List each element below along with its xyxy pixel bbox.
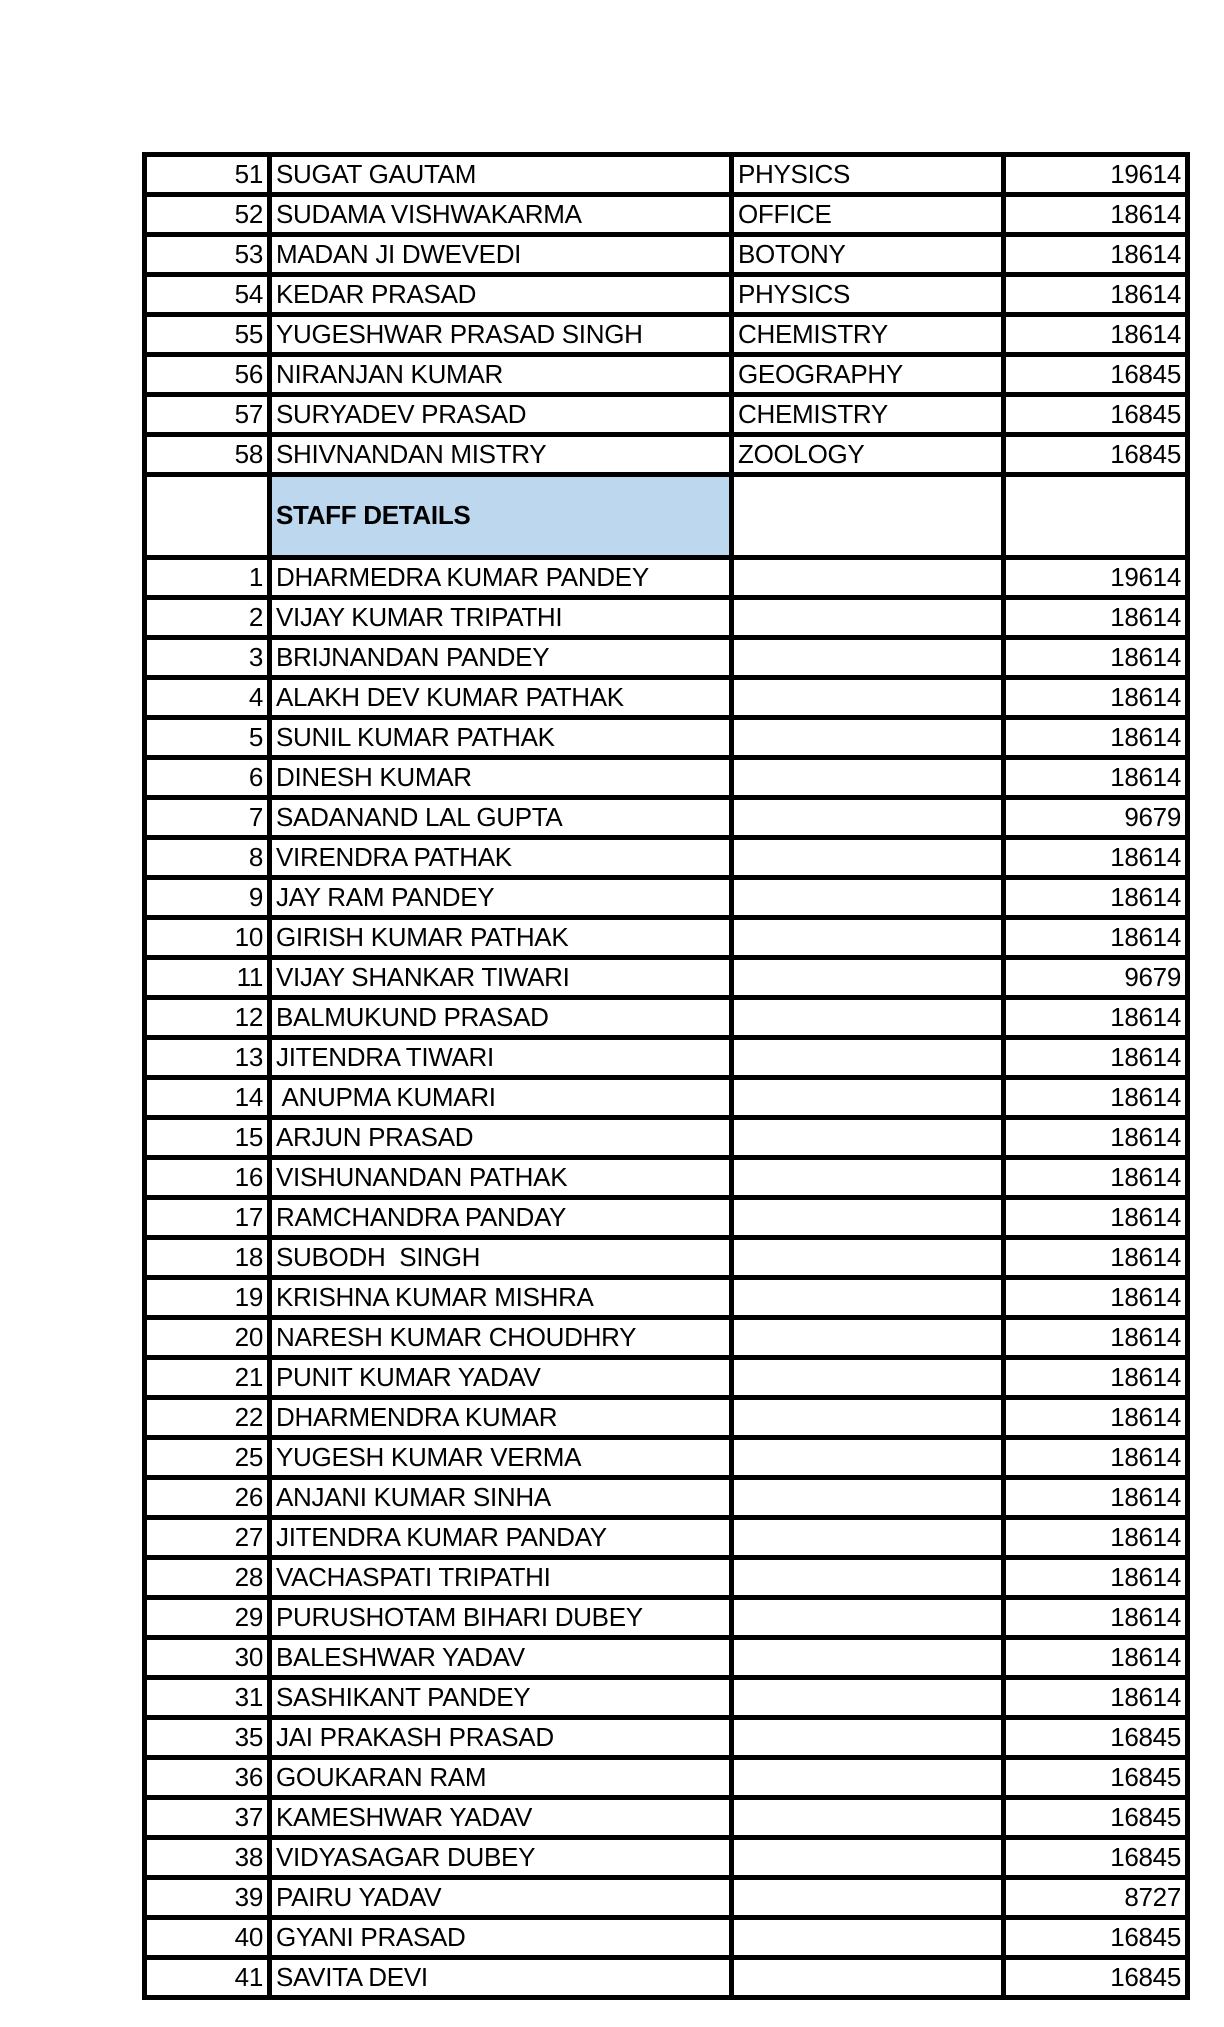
table-row bbox=[145, 1038, 1188, 1078]
name-cell: RAMCHANDRA PANDAY bbox=[270, 1198, 732, 1238]
table-row bbox=[145, 558, 1188, 598]
row-number-cell: 53 bbox=[145, 235, 270, 275]
table-row bbox=[145, 1678, 1188, 1718]
name-cell: NARESH KUMAR CHOUDHRY bbox=[270, 1318, 732, 1358]
name-cell: JITENDRA TIWARI bbox=[270, 1038, 732, 1078]
amount-cell: 16845 bbox=[1004, 1718, 1188, 1758]
name-cell: PAIRU YADAV bbox=[270, 1878, 732, 1918]
table-row bbox=[145, 1318, 1188, 1358]
name-cell: ARJUN PRASAD bbox=[270, 1118, 732, 1158]
name-cell: BALESHWAR YADAV bbox=[270, 1638, 732, 1678]
department-cell bbox=[732, 1038, 1004, 1078]
amount-cell: 16845 bbox=[1004, 1958, 1188, 1998]
row-number-cell: 28 bbox=[145, 1558, 270, 1598]
amount-cell: 9679 bbox=[1004, 958, 1188, 998]
department-cell: CHEMISTRY bbox=[732, 315, 1004, 355]
amount-cell: 18614 bbox=[1004, 1198, 1188, 1238]
department-cell bbox=[732, 838, 1004, 878]
table-row bbox=[145, 798, 1188, 838]
row-number-cell: 8 bbox=[145, 838, 270, 878]
amount-cell: 18614 bbox=[1004, 878, 1188, 918]
name-cell: NIRANJAN KUMAR bbox=[270, 355, 732, 395]
department-cell: PHYSICS bbox=[732, 155, 1004, 195]
department-cell bbox=[732, 638, 1004, 678]
table-row bbox=[145, 918, 1188, 958]
staff-table bbox=[142, 152, 1190, 2000]
department-cell bbox=[732, 1558, 1004, 1598]
department-cell bbox=[732, 598, 1004, 638]
name-cell: KRISHNA KUMAR MISHRA bbox=[270, 1278, 732, 1318]
row-number-cell: 38 bbox=[145, 1838, 270, 1878]
amount-cell: 18614 bbox=[1004, 1118, 1188, 1158]
name-cell: VIDYASAGAR DUBEY bbox=[270, 1838, 732, 1878]
name-cell: SURYADEV PRASAD bbox=[270, 395, 732, 435]
row-number-cell: 9 bbox=[145, 878, 270, 918]
table-row bbox=[145, 598, 1188, 638]
row-number-cell: 55 bbox=[145, 315, 270, 355]
department-cell bbox=[732, 1598, 1004, 1638]
table-row bbox=[145, 395, 1188, 435]
amount-cell: 18614 bbox=[1004, 235, 1188, 275]
department-cell bbox=[732, 1198, 1004, 1238]
row-number-cell: 52 bbox=[145, 195, 270, 235]
amount-cell: 18614 bbox=[1004, 1518, 1188, 1558]
row-number-cell: 58 bbox=[145, 435, 270, 475]
amount-cell: 16845 bbox=[1004, 395, 1188, 435]
table-row bbox=[145, 838, 1188, 878]
amount-cell: 16845 bbox=[1004, 435, 1188, 475]
row-number-cell: 39 bbox=[145, 1878, 270, 1918]
department-cell bbox=[732, 1438, 1004, 1478]
row-number-cell: 4 bbox=[145, 678, 270, 718]
amount-cell: 16845 bbox=[1004, 355, 1188, 395]
table-row bbox=[145, 1958, 1188, 1998]
department-cell bbox=[732, 1278, 1004, 1318]
amount-cell: 18614 bbox=[1004, 838, 1188, 878]
department-cell: CHEMISTRY bbox=[732, 395, 1004, 435]
table-row bbox=[145, 1878, 1188, 1918]
department-cell: ZOOLOGY bbox=[732, 435, 1004, 475]
department-cell: OFFICE bbox=[732, 195, 1004, 235]
table-row bbox=[145, 1558, 1188, 1598]
department-cell bbox=[732, 1838, 1004, 1878]
amount-cell: 18614 bbox=[1004, 918, 1188, 958]
table-row bbox=[145, 678, 1188, 718]
table-row bbox=[145, 1158, 1188, 1198]
row-number-cell: 22 bbox=[145, 1398, 270, 1438]
amount-cell: 16845 bbox=[1004, 1918, 1188, 1958]
row-number-cell: 35 bbox=[145, 1718, 270, 1758]
row-number-cell: 12 bbox=[145, 998, 270, 1038]
department-cell bbox=[732, 1638, 1004, 1678]
amount-cell: 18614 bbox=[1004, 1558, 1188, 1598]
row-number-cell: 30 bbox=[145, 1638, 270, 1678]
department-cell bbox=[732, 1158, 1004, 1198]
department-cell bbox=[732, 918, 1004, 958]
table-row bbox=[145, 1838, 1188, 1878]
row-number-cell: 41 bbox=[145, 1958, 270, 1998]
name-cell: GOUKARAN RAM bbox=[270, 1758, 732, 1798]
amount-cell: 18614 bbox=[1004, 1238, 1188, 1278]
amount-cell: 18614 bbox=[1004, 1438, 1188, 1478]
department-cell bbox=[732, 758, 1004, 798]
table-row bbox=[145, 235, 1188, 275]
department-cell bbox=[732, 1118, 1004, 1158]
table-row bbox=[145, 1198, 1188, 1238]
department-cell bbox=[732, 1718, 1004, 1758]
row-number-cell: 29 bbox=[145, 1598, 270, 1638]
department-cell bbox=[732, 798, 1004, 838]
name-cell: DHARMENDRA KUMAR bbox=[270, 1398, 732, 1438]
department-cell bbox=[732, 1318, 1004, 1358]
amount-cell: 18614 bbox=[1004, 718, 1188, 758]
amount-cell: 18614 bbox=[1004, 1078, 1188, 1118]
amount-cell: 18614 bbox=[1004, 1318, 1188, 1358]
department-cell: GEOGRAPHY bbox=[732, 355, 1004, 395]
row-number-cell: 27 bbox=[145, 1518, 270, 1558]
department-cell bbox=[732, 878, 1004, 918]
department-cell bbox=[732, 1478, 1004, 1518]
amount-cell: 18614 bbox=[1004, 1158, 1188, 1198]
amount-cell: 18614 bbox=[1004, 1398, 1188, 1438]
amount-cell: 18614 bbox=[1004, 998, 1188, 1038]
department-cell bbox=[732, 998, 1004, 1038]
table-row bbox=[145, 155, 1188, 195]
row-number-cell: 25 bbox=[145, 1438, 270, 1478]
name-cell: MADAN JI DWEVEDI bbox=[270, 235, 732, 275]
row-number-cell: 26 bbox=[145, 1478, 270, 1518]
amount-cell: 18614 bbox=[1004, 1358, 1188, 1398]
row-number-cell: 19 bbox=[145, 1278, 270, 1318]
name-cell: SUGAT GAUTAM bbox=[270, 155, 732, 195]
department-cell bbox=[732, 558, 1004, 598]
table-row bbox=[145, 1758, 1188, 1798]
name-cell: JAI PRAKASH PRASAD bbox=[270, 1718, 732, 1758]
amount-cell: 18614 bbox=[1004, 315, 1188, 355]
table-row bbox=[145, 1438, 1188, 1478]
name-cell: SASHIKANT PANDEY bbox=[270, 1678, 732, 1718]
department-cell bbox=[732, 1518, 1004, 1558]
row-number-cell: 37 bbox=[145, 1798, 270, 1838]
name-cell: JAY RAM PANDEY bbox=[270, 878, 732, 918]
row-number-cell: 21 bbox=[145, 1358, 270, 1398]
staff-details-header: STAFF DETAILS bbox=[270, 475, 732, 558]
department-cell bbox=[732, 1238, 1004, 1278]
amount-cell: 18614 bbox=[1004, 1478, 1188, 1518]
table-row bbox=[145, 355, 1188, 395]
table-row bbox=[145, 638, 1188, 678]
department-cell bbox=[732, 1358, 1004, 1398]
amount-cell: 19614 bbox=[1004, 558, 1188, 598]
name-cell: ANUPMA KUMARI bbox=[270, 1078, 732, 1118]
amount-cell: 18614 bbox=[1004, 1278, 1188, 1318]
table-row bbox=[145, 275, 1188, 315]
amount-cell: 16845 bbox=[1004, 1838, 1188, 1878]
amount-cell: 8727 bbox=[1004, 1878, 1188, 1918]
row-number-cell: 2 bbox=[145, 598, 270, 638]
table-row bbox=[145, 1358, 1188, 1398]
name-cell: YUGESHWAR PRASAD SINGH bbox=[270, 315, 732, 355]
table-row bbox=[145, 1278, 1188, 1318]
name-cell: DINESH KUMAR bbox=[270, 758, 732, 798]
amount-cell: 18614 bbox=[1004, 758, 1188, 798]
row-number-cell: 18 bbox=[145, 1238, 270, 1278]
table-row bbox=[145, 1798, 1188, 1838]
name-cell: ALAKH DEV KUMAR PATHAK bbox=[270, 678, 732, 718]
name-cell: SUBODH SINGH bbox=[270, 1238, 732, 1278]
row-number-cell: 15 bbox=[145, 1118, 270, 1158]
name-cell: GIRISH KUMAR PATHAK bbox=[270, 918, 732, 958]
empty-cell bbox=[1004, 475, 1188, 558]
table-row bbox=[145, 998, 1188, 1038]
name-cell: VIJAY SHANKAR TIWARI bbox=[270, 958, 732, 998]
department-cell bbox=[732, 678, 1004, 718]
table-row bbox=[145, 1078, 1188, 1118]
row-number-cell: 6 bbox=[145, 758, 270, 798]
name-cell: VIRENDRA PATHAK bbox=[270, 838, 732, 878]
name-cell: ANJANI KUMAR SINHA bbox=[270, 1478, 732, 1518]
name-cell: PURUSHOTAM BIHARI DUBEY bbox=[270, 1598, 732, 1638]
department-cell bbox=[732, 1798, 1004, 1838]
row-number-cell: 16 bbox=[145, 1158, 270, 1198]
name-cell: YUGESH KUMAR VERMA bbox=[270, 1438, 732, 1478]
name-cell: JITENDRA KUMAR PANDAY bbox=[270, 1518, 732, 1558]
name-cell: GYANI PRASAD bbox=[270, 1918, 732, 1958]
table-row bbox=[145, 1638, 1188, 1678]
row-number-cell: 36 bbox=[145, 1758, 270, 1798]
amount-cell: 19614 bbox=[1004, 155, 1188, 195]
department-cell bbox=[732, 1078, 1004, 1118]
amount-cell: 18614 bbox=[1004, 1638, 1188, 1678]
table-row bbox=[145, 435, 1188, 475]
name-cell: SUDAMA VISHWAKARMA bbox=[270, 195, 732, 235]
amount-cell: 18614 bbox=[1004, 1598, 1188, 1638]
name-cell: SAVITA DEVI bbox=[270, 1958, 732, 1998]
amount-cell: 18614 bbox=[1004, 275, 1188, 315]
department-cell bbox=[732, 1398, 1004, 1438]
department-cell bbox=[732, 718, 1004, 758]
row-number-cell: 31 bbox=[145, 1678, 270, 1718]
amount-cell: 16845 bbox=[1004, 1798, 1188, 1838]
name-cell: SHIVNANDAN MISTRY bbox=[270, 435, 732, 475]
empty-cell bbox=[732, 475, 1004, 558]
table-row bbox=[145, 878, 1188, 918]
name-cell: PUNIT KUMAR YADAV bbox=[270, 1358, 732, 1398]
row-number-cell: 1 bbox=[145, 558, 270, 598]
empty-cell bbox=[145, 475, 270, 558]
department-cell bbox=[732, 1758, 1004, 1798]
table-row bbox=[145, 1918, 1188, 1958]
name-cell: SUNIL KUMAR PATHAK bbox=[270, 718, 732, 758]
table-row bbox=[145, 1598, 1188, 1638]
row-number-cell: 14 bbox=[145, 1078, 270, 1118]
table-row bbox=[145, 1518, 1188, 1558]
row-number-cell: 56 bbox=[145, 355, 270, 395]
row-number-cell: 13 bbox=[145, 1038, 270, 1078]
name-cell: BRIJNANDAN PANDEY bbox=[270, 638, 732, 678]
table-row bbox=[145, 718, 1188, 758]
table-row bbox=[145, 758, 1188, 798]
name-cell: VIJAY KUMAR TRIPATHI bbox=[270, 598, 732, 638]
row-number-cell: 57 bbox=[145, 395, 270, 435]
department-cell bbox=[732, 1678, 1004, 1718]
department-cell bbox=[732, 958, 1004, 998]
row-number-cell: 17 bbox=[145, 1198, 270, 1238]
amount-cell: 18614 bbox=[1004, 598, 1188, 638]
row-number-cell: 10 bbox=[145, 918, 270, 958]
department-cell bbox=[732, 1958, 1004, 1998]
table-row bbox=[145, 1478, 1188, 1518]
table-row bbox=[145, 315, 1188, 355]
name-cell: KEDAR PRASAD bbox=[270, 275, 732, 315]
name-cell: BALMUKUND PRASAD bbox=[270, 998, 732, 1038]
amount-cell: 18614 bbox=[1004, 1678, 1188, 1718]
table-row bbox=[145, 1398, 1188, 1438]
amount-cell: 18614 bbox=[1004, 195, 1188, 235]
row-number-cell: 51 bbox=[145, 155, 270, 195]
row-number-cell: 54 bbox=[145, 275, 270, 315]
name-cell: SADANAND LAL GUPTA bbox=[270, 798, 732, 838]
department-cell bbox=[732, 1878, 1004, 1918]
name-cell: VACHASPATI TRIPATHI bbox=[270, 1558, 732, 1598]
row-number-cell: 3 bbox=[145, 638, 270, 678]
table-row bbox=[145, 1238, 1188, 1278]
amount-cell: 9679 bbox=[1004, 798, 1188, 838]
table-row bbox=[145, 195, 1188, 235]
row-number-cell: 5 bbox=[145, 718, 270, 758]
row-number-cell: 20 bbox=[145, 1318, 270, 1358]
amount-cell: 18614 bbox=[1004, 678, 1188, 718]
table-row bbox=[145, 1118, 1188, 1158]
row-number-cell: 40 bbox=[145, 1918, 270, 1958]
name-cell: KAMESHWAR YADAV bbox=[270, 1798, 732, 1838]
table-row bbox=[145, 1718, 1188, 1758]
amount-cell: 16845 bbox=[1004, 1758, 1188, 1798]
section-header-row bbox=[145, 475, 1188, 558]
department-cell: BOTONY bbox=[732, 235, 1004, 275]
department-cell: PHYSICS bbox=[732, 275, 1004, 315]
row-number-cell: 7 bbox=[145, 798, 270, 838]
staff-table-body bbox=[145, 155, 1188, 1998]
table-row bbox=[145, 958, 1188, 998]
amount-cell: 18614 bbox=[1004, 638, 1188, 678]
department-cell bbox=[732, 1918, 1004, 1958]
name-cell: VISHUNANDAN PATHAK bbox=[270, 1158, 732, 1198]
row-number-cell: 11 bbox=[145, 958, 270, 998]
amount-cell: 18614 bbox=[1004, 1038, 1188, 1078]
name-cell: DHARMEDRA KUMAR PANDEY bbox=[270, 558, 732, 598]
